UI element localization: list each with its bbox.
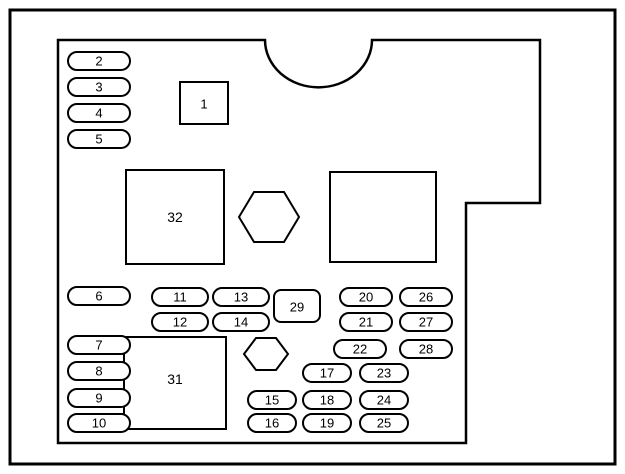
slot-6[interactable] <box>68 287 130 305</box>
slot-11[interactable] <box>152 288 208 306</box>
slot-8-label: 8 <box>95 363 103 379</box>
slot-12-label: 12 <box>172 314 188 330</box>
slot-4[interactable] <box>68 104 130 122</box>
slot-28-label: 28 <box>418 341 434 357</box>
slot-9[interactable] <box>68 389 130 407</box>
slot-1-label: 1 <box>200 96 208 112</box>
slot-18[interactable] <box>303 391 351 409</box>
slot-23[interactable] <box>360 364 408 382</box>
slot-25-label: 25 <box>376 415 392 431</box>
slot-12[interactable] <box>152 313 208 331</box>
slot-26-label: 26 <box>418 289 434 305</box>
slot-19-label: 19 <box>319 415 335 431</box>
slot-6-label: 6 <box>95 288 103 304</box>
slot-5[interactable] <box>68 130 130 148</box>
slot-30-label: 31 <box>167 371 183 387</box>
slot-4-label: 4 <box>95 105 103 121</box>
slot-27-label: 27 <box>418 314 434 330</box>
slot-20-label: 20 <box>358 289 374 305</box>
slot-13[interactable] <box>213 288 269 306</box>
slot-20[interactable] <box>340 288 392 306</box>
slot-3-label: 3 <box>95 79 103 95</box>
slot-24-label: 24 <box>376 392 392 408</box>
slot-14[interactable] <box>213 313 269 331</box>
slot-7[interactable] <box>68 336 130 354</box>
slot-16[interactable] <box>248 414 296 432</box>
slot-2[interactable] <box>68 52 130 70</box>
slot-19[interactable] <box>303 414 351 432</box>
slot-21-label: 21 <box>358 314 374 330</box>
slot-26[interactable] <box>400 288 452 306</box>
slot-30[interactable] <box>124 337 226 429</box>
slot-11-label: 11 <box>173 289 187 305</box>
slot-18-label: 18 <box>319 392 335 408</box>
slot-10-label: 10 <box>91 415 107 431</box>
slot-3[interactable] <box>68 78 130 96</box>
slot-17-label: 17 <box>319 365 335 381</box>
slot-7-label: 7 <box>95 337 103 353</box>
slot-13-label: 13 <box>233 289 249 305</box>
slot-24[interactable] <box>360 391 408 409</box>
slot-29[interactable] <box>274 290 320 322</box>
slot-28[interactable] <box>400 340 452 358</box>
slot-14-label: 14 <box>233 314 249 330</box>
slot-2-label: 2 <box>95 53 103 69</box>
slot-23-label: 23 <box>376 365 392 381</box>
slot-5-label: 5 <box>95 131 103 147</box>
slot-22-label: 22 <box>352 341 368 357</box>
slot-1[interactable] <box>180 82 228 124</box>
slot-9-label: 9 <box>95 390 103 406</box>
slot-22[interactable] <box>334 340 386 358</box>
slot-10[interactable] <box>68 414 130 432</box>
slot-21[interactable] <box>340 313 392 331</box>
slot-27[interactable] <box>400 313 452 331</box>
slot-16-label: 16 <box>264 415 280 431</box>
slot-15[interactable] <box>248 391 296 409</box>
slot-17[interactable] <box>303 364 351 382</box>
slot-31[interactable] <box>126 170 224 264</box>
slot-15-label: 15 <box>264 392 280 408</box>
slot-8[interactable] <box>68 362 130 380</box>
slot-25[interactable] <box>360 414 408 432</box>
slot-31-label: 32 <box>167 209 183 225</box>
slot-29-label: 29 <box>289 299 305 315</box>
slot-32[interactable] <box>330 172 436 262</box>
